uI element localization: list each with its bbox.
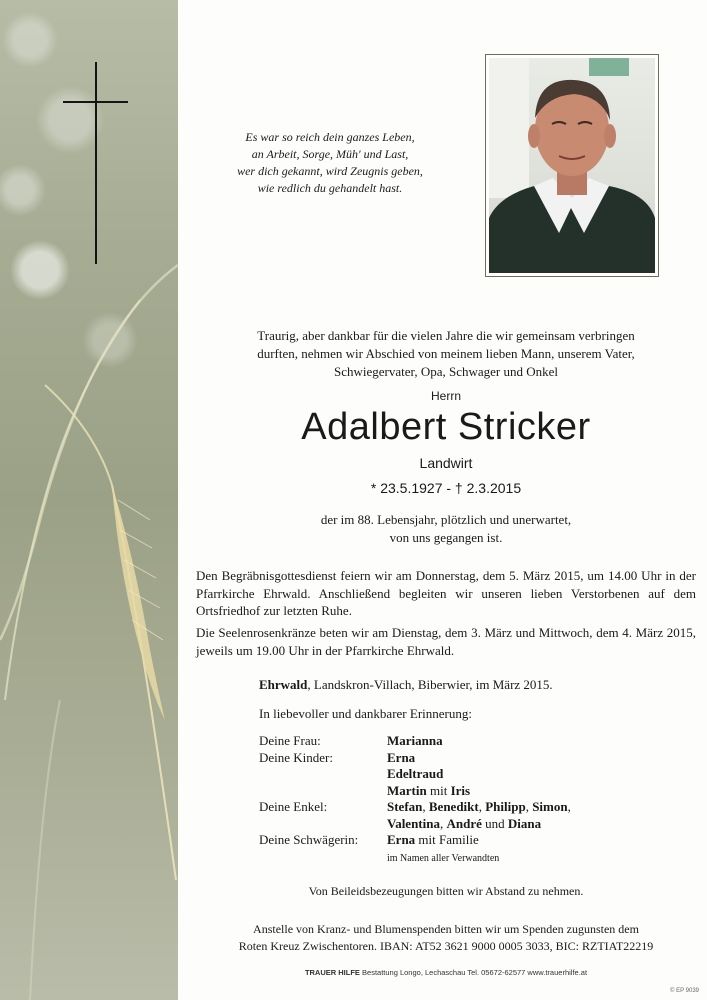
intro-text: [196, 327, 696, 381]
document-code: © EP 9039: [670, 988, 699, 994]
family-member: Diana: [507, 815, 542, 831]
wheat-ear-icon: [0, 0, 178, 1000]
family-row-sister-in-law: [259, 832, 679, 867]
family-conj: mit Familie: [415, 832, 479, 847]
donation-line: Roten Kreuz Zwischentoren. IBAN: AT52 3621 9000 0005 3033, BIC: RZTIAT22219: [238, 939, 654, 953]
decorative-side-panel: [0, 0, 178, 1000]
footer-details: Bestattung Longo, Lechaschau Tel. 05672-62577 www.trauerhilfe.at: [359, 968, 588, 977]
life-dates: * 23.5.1927 - † 2.3.2015: [370, 480, 522, 496]
salutation: Herrn: [430, 389, 461, 403]
family-member: Valentina: [387, 815, 440, 831]
family-member: Erna: [387, 832, 416, 847]
family-label: Deine Schwägerin:: [259, 832, 359, 847]
portrait-photo: [485, 54, 659, 277]
family-member: Stefan: [387, 799, 423, 814]
family-row-wife: [259, 733, 679, 750]
family-label: Deine Frau:: [259, 733, 321, 748]
family-member: Edeltraud: [387, 766, 444, 781]
intro-line: Schwiegervater, Opa, Schwager und Onkel: [333, 364, 558, 379]
place-name: Ehrwald: [259, 677, 308, 692]
condolence-note: Von Beileidsbezeugungen bitten wir Abstand zu nehmen.: [308, 884, 584, 898]
portrait-figure: [489, 58, 655, 273]
deceased-name: Adalbert Stricker: [301, 406, 591, 448]
family-label: Deine Kinder:: [259, 749, 334, 765]
poem-line: an Arbeit, Sorge, Müh' und Last,: [251, 147, 409, 161]
family-member: Erna: [387, 749, 416, 765]
family-label: Deine Enkel:: [259, 799, 328, 814]
memorial-poem: [200, 129, 460, 197]
family-member: Philipp: [485, 799, 526, 814]
intro-line: durften, nehmen wir Abschied von meinem lieben Mann, unserem Vater,: [257, 346, 635, 361]
donation-note: [196, 921, 696, 955]
family-row-children: [259, 750, 679, 800]
family-conj: mit: [426, 782, 451, 798]
remembrance-heading: In liebevoller und dankbarer Erinnerung:: [259, 706, 472, 721]
death-phrase: [196, 511, 696, 547]
donation-line: Anstelle von Kranz- und Blumenspenden bitten wir um Spenden zugunsten dem: [253, 922, 639, 936]
family-member: André: [446, 815, 482, 831]
poem-line: wie redlich du gehandelt hast.: [257, 181, 403, 195]
funeral-info: Den Begräbnisgottesdienst feiern wir am Donnerstag, dem 5. März 2015, um 14.00 Uhr in der Pfarrkirche Ehrwald. Anschließend begleiten wir unseren lieben Verstorbenen auf dem Ortsfriedhof zur letzten Ruhe.: [196, 568, 696, 618]
family-member: Marianna: [387, 733, 443, 748]
death-phrase-line: von uns gegangen ist.: [389, 530, 503, 545]
death-phrase-line: der im 88. Lebensjahr, plötzlich und unerwartet,: [320, 512, 572, 527]
cross-icon: [95, 62, 97, 264]
family-member: Benedikt: [428, 799, 479, 814]
family-conj: und: [481, 815, 508, 831]
place-date: [259, 677, 553, 693]
all-relatives-note: im Namen aller Verwandten: [387, 852, 500, 864]
funeral-home-footer: [196, 968, 696, 977]
family-member: Iris: [450, 782, 471, 798]
rosary-info: Die Seelenrosenkränze beten wir am Dienstag, dem 3. März und Mittwoch, dem 4. März 2015, jeweils um 19.00 Uhr in der Pfarrkirche Ehrwald.: [196, 625, 696, 658]
family-member: Martin: [387, 782, 427, 798]
family-row-grandchildren: Deine Enkel: Stefan, Benedikt, Philipp, Simon, Valentina, André und Diana: [259, 799, 571, 831]
profession: Landwirt: [419, 455, 473, 471]
place-rest: , Landskron-Villach, Biberwier, im März 2015.: [307, 677, 553, 692]
cross-icon-bar: [63, 101, 128, 103]
family-member: Simon: [532, 799, 568, 814]
family-list: [259, 733, 679, 867]
poem-line: Es war so reich dein ganzes Leben,: [245, 130, 415, 144]
poem-line: wer dich gekannt, wird Zeugnis geben,: [237, 164, 423, 178]
footer-brand: TRAUER HILFE: [304, 968, 360, 977]
intro-line: Traurig, aber dankbar für die vielen Jahre die wir gemeinsam verbringen: [257, 328, 635, 343]
